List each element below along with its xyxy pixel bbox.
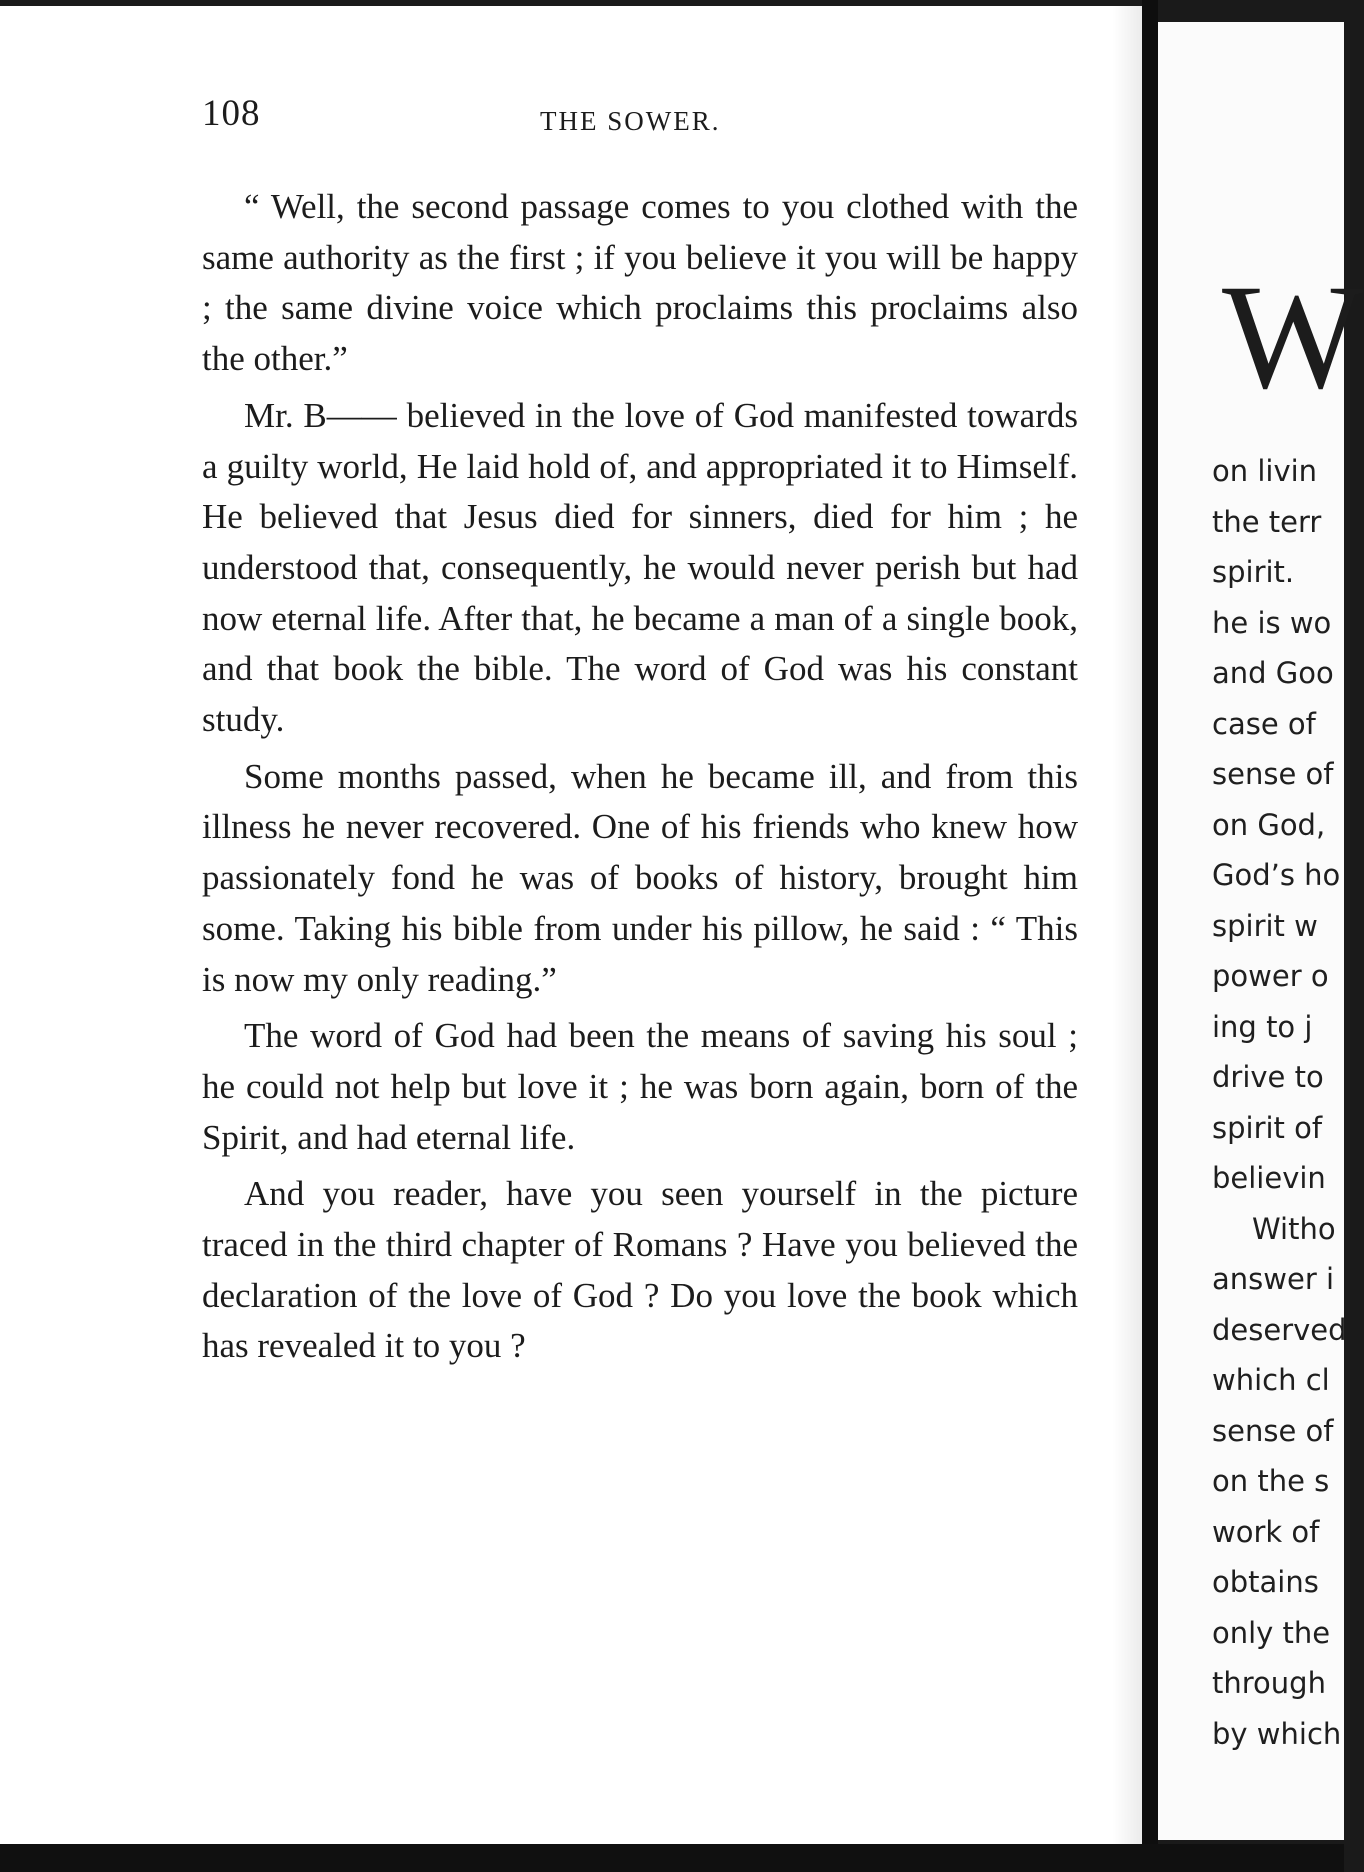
- text-line: spirit of: [1212, 1110, 1323, 1145]
- right-page: [1158, 22, 1364, 1840]
- text-line: sense of: [1212, 757, 1334, 791]
- text-line: ing to j: [1212, 1009, 1313, 1044]
- text-line: answer i: [1212, 1262, 1335, 1296]
- text-line: God’s ho: [1212, 858, 1341, 892]
- text-line: spirit w: [1212, 908, 1318, 943]
- text-line: which cl: [1212, 1363, 1330, 1397]
- text-line: and Goo: [1212, 656, 1334, 690]
- text-line: deserved: [1212, 1312, 1347, 1347]
- text-line: sense of: [1212, 1413, 1334, 1448]
- text-line: Witho: [1252, 1211, 1336, 1246]
- text-line: obtains: [1212, 1565, 1319, 1599]
- scan-bottom-border: [0, 1844, 1344, 1872]
- text-line: case of: [1212, 706, 1316, 741]
- right-page-text: [1212, 446, 1347, 1759]
- paragraph: Mr. B—— believed in the love of God manifested towards a guilty world, He laid hold of, and appropriated it to Himself. He believed that Jesus died for sinners, died for him ; he understood that, consequently, he would never perish but had now eternal life. After that, he became a man of a single book, and that book the bible. The word of God was his constant study.: [202, 395, 1078, 740]
- left-page: [0, 6, 1142, 1844]
- text-line: he is wo: [1212, 605, 1332, 640]
- paragraph: And you reader, have you seen yourself in the picture traced in the third chapter of Romans ? Have you believed the declaration of the love of God ? Do you love the book which has revealed it to you ?: [202, 1174, 1078, 1366]
- text-line: power o: [1212, 959, 1329, 993]
- text-line: work of: [1212, 1514, 1320, 1549]
- page-edge-shadow: [1112, 6, 1142, 1844]
- paragraph: “ Well, the second passage comes to you clothed with the same authority as the first ; if you believe it you will be happy ; the same divine voice which proclaims this proclaims also the other.”: [202, 187, 1078, 379]
- text-line: on God,: [1212, 807, 1326, 842]
- text-line: by which: [1212, 1716, 1342, 1751]
- running-head: THE SOWER.: [540, 106, 721, 136]
- text-line: drive to: [1212, 1060, 1324, 1094]
- page-number: 108: [202, 93, 261, 134]
- text-line: the terr: [1212, 504, 1322, 539]
- text-line: through: [1212, 1666, 1326, 1700]
- book-gutter: [1142, 0, 1158, 1872]
- paragraph: The word of God had been the means of saving his soul ; he could not help but love it ; he was born again, born of the Spirit, and had eternal life.: [202, 1016, 1078, 1157]
- paragraph: Some months passed, when he became ill, and from this illness he never recovered. One of his friends who knew how passionately fond he was of books of history, brought him some. Taking his bible from under his pillow, he said : “ This is now my only reading.”: [202, 756, 1078, 999]
- drop-cap: W: [1222, 254, 1364, 420]
- text-line: on livin: [1212, 454, 1318, 488]
- body-text: [202, 182, 1078, 1372]
- text-line: spirit.: [1212, 555, 1295, 589]
- text-line: on the s: [1212, 1464, 1330, 1498]
- text-line: believin: [1212, 1161, 1326, 1195]
- text-line: only the: [1212, 1615, 1331, 1650]
